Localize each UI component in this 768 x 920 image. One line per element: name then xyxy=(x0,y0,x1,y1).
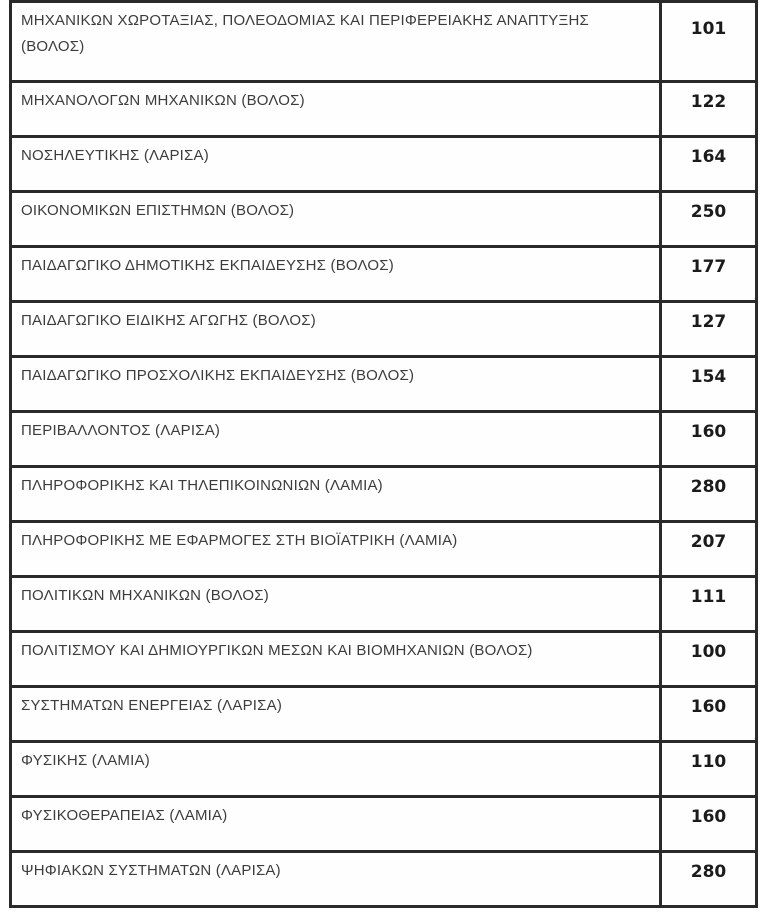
department-cell: ΠΑΙΔΑΓΩΓΙΚΟ ΕΙΔΙΚΗΣ ΑΓΩΓΗΣ (ΒΟΛΟΣ) xyxy=(11,302,661,357)
table-row xyxy=(11,192,757,247)
department-cell: ΦΥΣΙΚΟΘΕΡΑΠΕΙΑΣ (ΛΑΜΙΑ) xyxy=(11,797,661,852)
value-cell: 250 xyxy=(661,192,757,247)
department-cell: ΠΕΡΙΒΑΛΛΟΝΤΟΣ (ΛΑΡΙΣΑ) xyxy=(11,412,661,467)
table-row xyxy=(11,742,757,797)
value-cell: 127 xyxy=(661,302,757,357)
value-cell: 280 xyxy=(661,852,757,907)
value-cell: 154 xyxy=(661,357,757,412)
department-cell: ΜΗΧΑΝΟΛΟΓΩΝ ΜΗΧΑΝΙΚΩΝ (ΒΟΛΟΣ) xyxy=(11,82,661,137)
value-cell: 122 xyxy=(661,82,757,137)
department-cell: ΠΛΗΡΟΦΟΡΙΚΗΣ ΚΑΙ ΤΗΛΕΠΙΚΟΙΝΩΝΙΩΝ (ΛΑΜΙΑ) xyxy=(11,467,661,522)
department-cell: ΝΟΣΗΛΕΥΤΙΚΗΣ (ΛΑΡΙΣΑ) xyxy=(11,137,661,192)
table-row xyxy=(11,852,757,907)
value-cell: 207 xyxy=(661,522,757,577)
value-cell: 160 xyxy=(661,687,757,742)
table-row xyxy=(11,687,757,742)
value-cell: 160 xyxy=(661,797,757,852)
department-cell: ΠΑΙΔΑΓΩΓΙΚΟ ΔΗΜΟΤΙΚΗΣ ΕΚΠΑΙΔΕΥΣΗΣ (ΒΟΛΟΣ) xyxy=(11,247,661,302)
department-cell: ΣΥΣΤΗΜΑΤΩΝ ΕΝΕΡΓΕΙΑΣ (ΛΑΡΙΣΑ) xyxy=(11,687,661,742)
table-row xyxy=(11,2,757,82)
department-cell: ΜΗΧΑΝΙΚΩΝ ΧΩΡΟΤΑΞΙΑΣ, ΠΟΛΕΟΔΟΜΙΑΣ ΚΑΙ ΠΕΡΙΦΕΡΕΙΑΚΗΣ ΑΝΑΠΤΥΞΗΣ (ΒΟΛΟΣ) xyxy=(11,2,661,82)
value-cell: 164 xyxy=(661,137,757,192)
table-row xyxy=(11,137,757,192)
department-cell: ΠΟΛΙΤΙΣΜΟΥ ΚΑΙ ΔΗΜΙΟΥΡΓΙΚΩΝ ΜΕΣΩΝ ΚΑΙ ΒΙΟΜΗΧΑΝΙΩΝ (ΒΟΛΟΣ) xyxy=(11,632,661,687)
table-row xyxy=(11,467,757,522)
departments-table xyxy=(9,0,758,908)
table-row xyxy=(11,357,757,412)
value-cell: 160 xyxy=(661,412,757,467)
table-row xyxy=(11,522,757,577)
value-cell: 280 xyxy=(661,467,757,522)
table-row xyxy=(11,302,757,357)
table-row xyxy=(11,412,757,467)
department-cell: ΠΟΛΙΤΙΚΩΝ ΜΗΧΑΝΙΚΩΝ (ΒΟΛΟΣ) xyxy=(11,577,661,632)
value-cell: 111 xyxy=(661,577,757,632)
value-cell: 101 xyxy=(661,2,757,82)
value-cell: 110 xyxy=(661,742,757,797)
value-cell: 177 xyxy=(661,247,757,302)
value-cell: 100 xyxy=(661,632,757,687)
table-row xyxy=(11,632,757,687)
table-row xyxy=(11,797,757,852)
table-row xyxy=(11,247,757,302)
table-row xyxy=(11,82,757,137)
department-cell: ΠΑΙΔΑΓΩΓΙΚΟ ΠΡΟΣΧΟΛΙΚΗΣ ΕΚΠΑΙΔΕΥΣΗΣ (ΒΟΛΟΣ) xyxy=(11,357,661,412)
department-cell: ΨΗΦΙΑΚΩΝ ΣΥΣΤΗΜΑΤΩΝ (ΛΑΡΙΣΑ) xyxy=(11,852,661,907)
table-row xyxy=(11,577,757,632)
department-cell: ΟΙΚΟΝΟΜΙΚΩΝ ΕΠΙΣΤΗΜΩΝ (ΒΟΛΟΣ) xyxy=(11,192,661,247)
department-cell: ΠΛΗΡΟΦΟΡΙΚΗΣ ΜΕ ΕΦΑΡΜΟΓΕΣ ΣΤΗ ΒΙΟΪΑΤΡΙΚΗ (ΛΑΜΙΑ) xyxy=(11,522,661,577)
department-cell: ΦΥΣΙΚΗΣ (ΛΑΜΙΑ) xyxy=(11,742,661,797)
